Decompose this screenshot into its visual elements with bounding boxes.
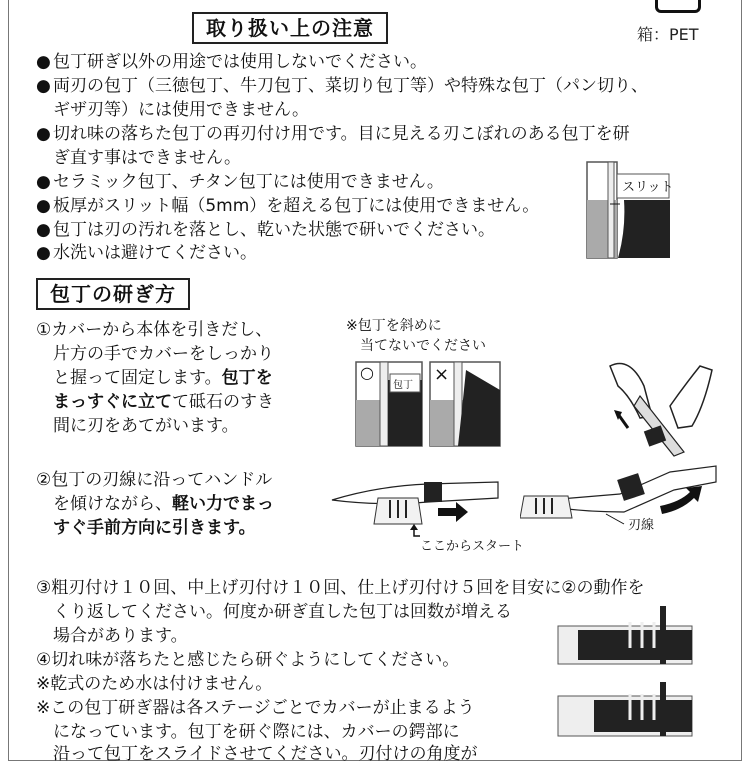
step1-line: 片方の手でカバーをしっかり [53, 344, 274, 364]
pull-direction-illustration [520, 462, 720, 542]
step1-line: 間に刃をあてがいます。 [53, 416, 239, 436]
box-material-label: 箱：PET [637, 25, 699, 44]
list-item: ● 切れ味の落ちた包丁の再刃付け用です。目に見える刃こぼれのある包丁を研 [36, 124, 630, 144]
slit-label: スリット [622, 180, 674, 195]
ng-mark: × [434, 364, 450, 385]
section-title-how-to-sharpen: 包丁の研ぎ方 [36, 278, 190, 310]
knife-label: 包丁 [393, 380, 413, 391]
note-line: ※この包丁研ぎ器は各ステージごとでカバーが止まるよう [36, 698, 475, 718]
section-title-precautions: 取り扱い上の注意 [192, 12, 388, 44]
step2-line: を傾けながら、軽い力でまっ [53, 494, 274, 514]
ok-mark: ○ [360, 363, 374, 382]
list-item: ● 水洗いは避けてください。 [36, 243, 257, 263]
note-line: 沿って包丁をスライドさせてください。刃付けの角度が [53, 744, 478, 764]
hand-knife-illustration [600, 356, 720, 460]
sharpener-illustration-top [556, 604, 696, 668]
step3-line: 場合があります。 [53, 626, 188, 646]
list-item: ● セラミック包丁、チタン包丁には使用できません。 [36, 172, 444, 192]
sharpener-illustration-bottom [556, 680, 696, 750]
angle-comparison-illustration [354, 360, 504, 450]
box-icon [655, 0, 701, 13]
angle-note-line: ※包丁を斜めに [346, 318, 442, 334]
step1-line: ①カバーから本体を引きだし、 [36, 320, 273, 340]
step3-line: くり返してください。何度か研ぎ直した包丁は回数が増える [53, 602, 512, 622]
step2-line: すぐ手前方向に引きます。 [53, 518, 256, 538]
list-item-continued: ぎ直す事はできません。 [53, 148, 242, 168]
step2-line: ②包丁の刃線に沿ってハンドル [36, 470, 273, 490]
list-item-continued: ギザ刃等）には使用できません。 [53, 100, 310, 120]
list-item: ● 包丁研ぎ以外の用途では使用しないでください。 [36, 52, 427, 72]
list-item: ● 包丁は刃の汚れを落とし、乾いた状態で研いでください。 [36, 220, 495, 240]
slit-illustration [584, 160, 674, 260]
start-label: ここからスタート [420, 539, 525, 554]
note-line: ※乾式のため水は付けません。 [36, 674, 273, 694]
list-item: ● 両刃の包丁（三徳包丁、牛刀包丁、菜切り包丁等）や特殊な包丁（パン切り、 [36, 76, 648, 96]
note-line: になっています。包丁を研ぐ際には、カバーの鍔部に [53, 722, 460, 742]
step3-line: ③粗刃付け１０回、中上げ刃付け１０回、仕上げ刃付け５回を目安に②の動作を [36, 578, 645, 598]
step1-line: と握って固定します。包丁を [53, 368, 273, 388]
edge-label: 刃線 [628, 518, 655, 533]
list-item: ● 板厚がスリット幅（5mm）を超える包丁には使用できません。 [36, 196, 540, 216]
angle-note-line: 当てないでください [360, 338, 486, 354]
step1-line: まっすぐに立てて砥石のすき [53, 392, 274, 412]
step4-line: ④切れ味が落ちたと感じたら研ぐようにしてください。 [36, 650, 460, 670]
